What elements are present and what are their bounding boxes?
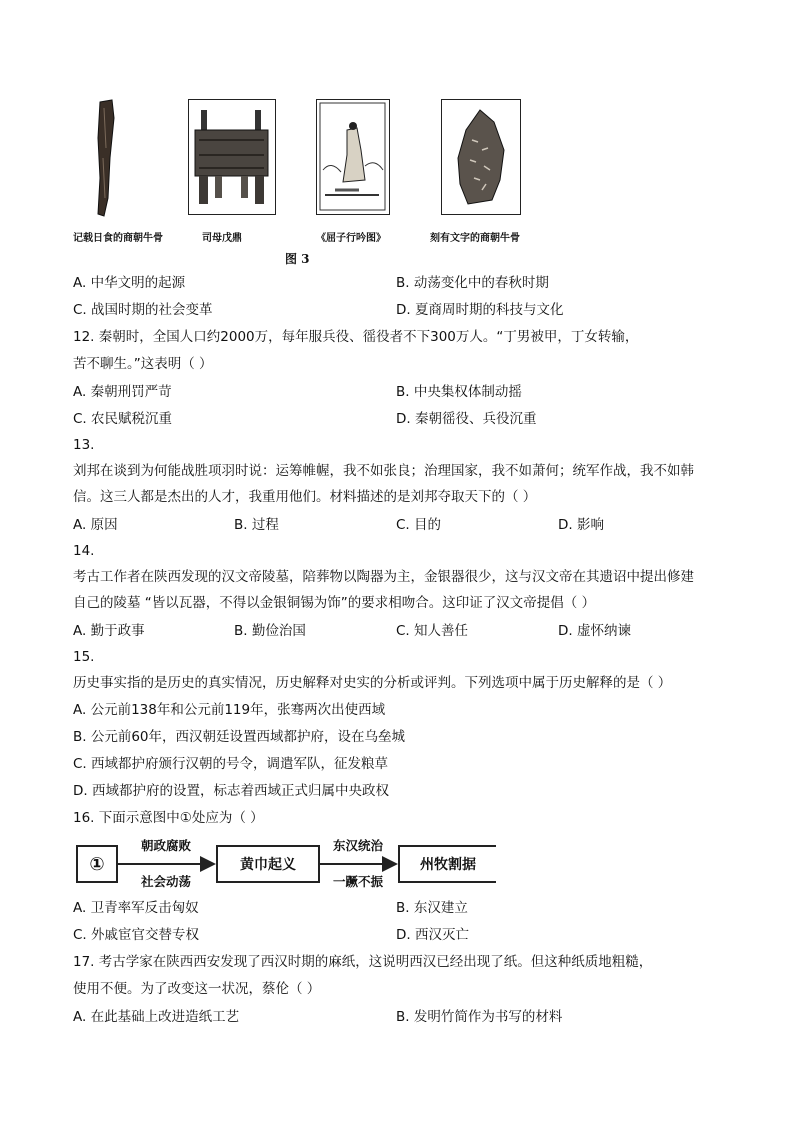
q17-stem-line1: 17. 考古学家在陕西西安发现了西汉时期的麻纸，这说明西汉已经出现了纸。但这种纸质地粗糙， xyxy=(73,954,653,970)
q12-option-d[interactable]: D. 秦朝徭役、兵役沉重 xyxy=(396,411,537,427)
q16-option-b[interactable]: B. 东汉建立 xyxy=(396,900,468,916)
q17-option-b[interactable]: B. 发明竹简作为书写的材料 xyxy=(396,1009,563,1025)
q14-stem-line1: 考古工作者在陕西发现的汉文帝陵墓，陪葬物以陶器为主，金银器很少，这与汉文帝在其遗诏中提出修建 xyxy=(73,569,694,585)
q13-option-c[interactable]: C. 目的 xyxy=(396,517,442,533)
q14-option-b[interactable]: B. 勤俭治国 xyxy=(234,623,306,639)
flow-middle-box: 黄巾起义 xyxy=(216,845,320,883)
q16-option-a[interactable]: A. 卫青率军反击匈奴 xyxy=(73,900,199,916)
q14-option-a[interactable]: A. 勤于政事 xyxy=(73,623,145,639)
q13-number: 13. xyxy=(73,437,95,453)
q14-number: 14. xyxy=(73,543,95,559)
q14-option-c[interactable]: C. 知人善任 xyxy=(396,623,469,639)
q16-option-d[interactable]: D. 西汉灭亡 xyxy=(396,927,469,943)
q11-option-c[interactable]: C. 战国时期的社会变革 xyxy=(73,302,213,318)
flow-arrow2-top-label: 东汉统治 xyxy=(333,838,384,853)
flow-end-box: 州牧割据 xyxy=(398,845,496,883)
q11-option-b[interactable]: B. 动荡变化中的春秋时期 xyxy=(396,275,549,291)
q13-stem-line1: 刘邦在谈到为何能战胜项羽时说：运筹帷幄，我不如张良；治理国家，我不如萧何；统军作战，我不如韩 xyxy=(73,463,694,479)
q15-stem-line1: 历史事实指的是历史的真实情况，历史解释对史实的分析或评判。下列选项中属于历史解释的是（ ） xyxy=(73,675,672,691)
q17-stem-line2: 使用不便。为了改变这一状况，蔡伦（ ） xyxy=(73,981,321,997)
q12-stem-line2: 苦不聊生。”这表明（ ） xyxy=(73,356,213,372)
q15-option-b[interactable]: B. 公元前60年，西汉朝廷设置西域都护府，设在乌垒城 xyxy=(73,729,406,745)
q15-option-c[interactable]: C. 西域都护府颁行汉朝的号令，调遣军队，征发粮草 xyxy=(73,756,389,772)
q17-option-a[interactable]: A. 在此基础上改进造纸工艺 xyxy=(73,1009,240,1025)
q11-option-a[interactable]: A. 中华文明的起源 xyxy=(73,275,186,291)
q16-option-c[interactable]: C. 外戚宦官交替专权 xyxy=(73,927,200,943)
flow-arrow2-bottom-label: 一蹶不振 xyxy=(333,874,384,889)
q15-number: 15. xyxy=(73,649,95,665)
flow-arrow1-bottom-label: 社会动荡 xyxy=(141,874,192,889)
q13-option-a[interactable]: A. 原因 xyxy=(73,517,118,533)
q12-stem-line1: 12. 秦朝时，全国人口约2000万，每年服兵役、徭役者不下300万人。“丁男被甲，丁女转输， xyxy=(73,329,639,345)
q16-stem: 16. 下面示意图中①处应为（ ） xyxy=(73,810,264,826)
figure-caption: 记载日食的商朝牛骨 xyxy=(73,233,163,244)
q11-option-d[interactable]: D. 夏商周时期的科技与文化 xyxy=(396,302,564,318)
q15-option-d[interactable]: D. 西域都护府的设置，标志着西域正式归属中央政权 xyxy=(73,783,389,799)
q12-option-b[interactable]: B. 中央集权体制动摇 xyxy=(396,384,522,400)
figure-caption: 《屈子行吟图》 xyxy=(316,233,386,244)
figure-label: 图 3 xyxy=(285,252,310,266)
q12-option-a[interactable]: A. 秦朝刑罚严苛 xyxy=(73,384,172,400)
q13-option-d[interactable]: D. 影响 xyxy=(558,517,604,533)
q13-stem-line2: 信。这三人都是杰出的人才，我重用他们。材料描述的是刘邦夺取天下的（ ） xyxy=(73,489,537,505)
q15-option-a[interactable]: A. 公元前138年和公元前119年，张骞两次出使西域 xyxy=(73,702,386,718)
flow-arrow1-top-label: 朝政腐败 xyxy=(141,838,192,853)
flow-start-box: ① xyxy=(76,845,118,883)
figure-caption: 刻有文字的商朝牛骨 xyxy=(430,233,520,244)
q14-stem-line2: 自己的陵墓 “皆以瓦器，不得以金银铜锡为饰”的要求相吻合。这印证了汉文帝提倡（ ） xyxy=(73,595,596,611)
q12-option-c[interactable]: C. 农民赋税沉重 xyxy=(73,411,173,427)
q14-option-d[interactable]: D. 虚怀纳谏 xyxy=(558,623,631,639)
q13-option-b[interactable]: B. 过程 xyxy=(234,517,279,533)
figure-caption: 司母戊鼎 xyxy=(202,233,242,244)
